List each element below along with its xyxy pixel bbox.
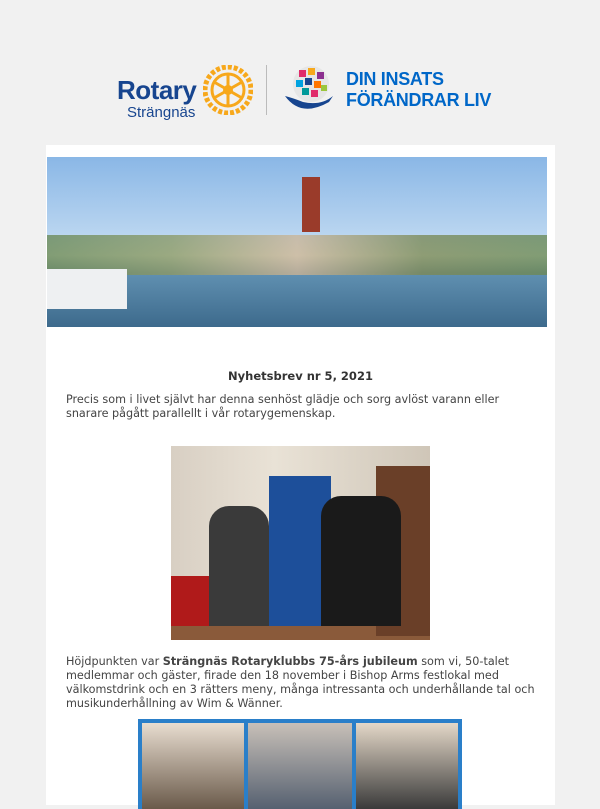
intro-paragraph: Precis som i livet självt har denna senhöst glädje och sorg avlöst varann eller snarare pågått parallellt i vår rotarygemenskap. <box>66 393 500 420</box>
logo-divider <box>266 65 267 115</box>
globe-hand-icon <box>281 62 337 118</box>
collage-photo-2 <box>248 723 352 809</box>
rotary-wheel-icon <box>203 65 253 115</box>
collage-photo-1 <box>142 723 244 809</box>
bold-text: Strängnäs Rotaryklubbs 75-års jubileum <box>162 655 418 668</box>
slogan <box>346 69 491 111</box>
text: som vi, 50-talet medlemmar och gäster, firade den 18 november i Bishop Arms festlokal med välkomstdrink och en 3 rätters meny, många intressanta och underhållande tal och musikunderhållning av Wim & Wänner. <box>66 655 535 710</box>
club-town: Strängnäs <box>127 104 196 121</box>
jubilee-group-photo <box>171 446 430 640</box>
newsletter-title: Nyhetsbrev nr 5, 2021 <box>228 369 373 383</box>
collage-photo-3 <box>356 723 458 809</box>
slogan-line-1: DIN INSATS <box>346 69 444 89</box>
rotary-logo-text: Rotary <box>117 75 197 105</box>
newsletter-card <box>46 145 555 805</box>
text: Höjdpunkten var <box>66 655 163 668</box>
jubilee-photo-collage <box>138 719 462 809</box>
hero-image-strangnas-harbor <box>47 157 547 327</box>
header <box>0 55 600 125</box>
slogan-line-2: FÖRÄNDRAR LIV <box>346 90 492 110</box>
jubilee-paragraph <box>66 655 536 711</box>
